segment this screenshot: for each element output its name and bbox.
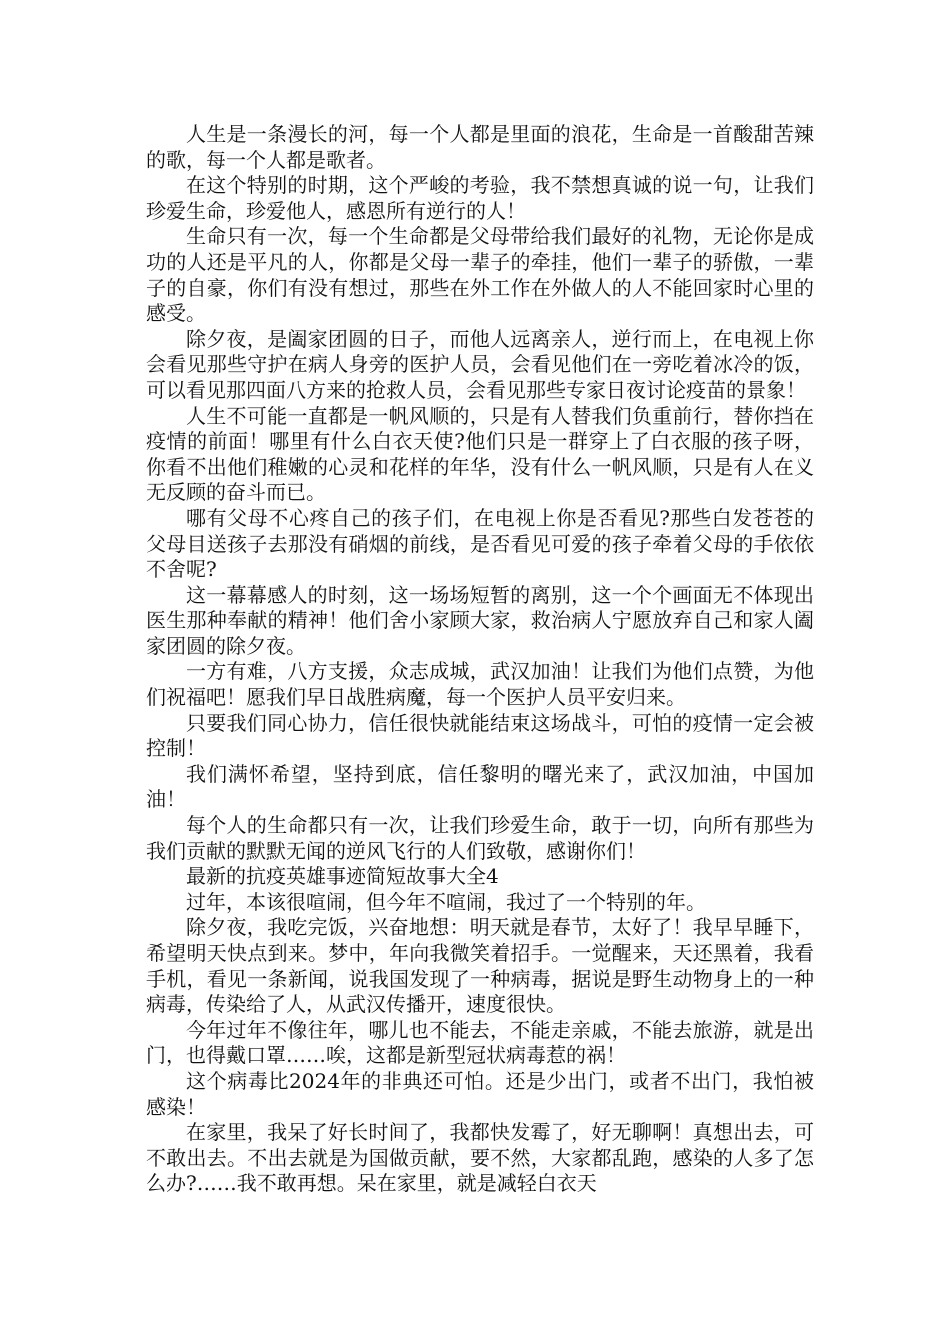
paragraph-7: 这一幕幕感人的时刻，这一场场短暂的离别，这一个个画面无不体现出医生那种奉献的精神！他们舍小家顾大家，救治病人宁愿放弃自己和家人阖家团圆的除夕夜。 [146, 582, 814, 658]
paragraph-15: 今年过年不像往年，哪儿也不能去，不能走亲戚，不能去旅游，就是出门，也得戴口罩……唉，这都是新型冠状病毒惹的祸！ [146, 1017, 814, 1068]
paragraph-2: 在这个特别的时期，这个严峻的考验，我不禁想真诚的说一句，让我们珍爱生命，珍爱他人，感恩所有逆行的人！ [146, 173, 814, 223]
paragraph-10: 我们满怀希望，坚持到底，信任黎明的曙光来了，武汉加油，中国加油！ [146, 761, 814, 812]
paragraph-11: 每个人的生命都只有一次，让我们珍爱生命，敢于一切，向所有那些为我们贡献的默默无闻的逆风飞行的人们致敬，感谢你们！ [146, 813, 814, 863]
paragraph-5: 人生不可能一直都是一帆风顺的，只是有人替我们负重前行，替你挡在疫情的前面！哪里有什么白衣天使?他们只是一群穿上了白衣服的孩子呀，你看不出他们稚嫩的心灵和花样的年华，没有什么一帆风顺，只是有人在义无反顾的奋斗而已。 [146, 403, 814, 505]
paragraph-6: 哪有父母不心疼自己的孩子们，在电视上你是否看见?那些白发苍苍的父母目送孩子去那没有硝烟的前线，是否看见可爱的孩子牵着父母的手依依不舍呢? [146, 505, 814, 582]
paragraph-17: 在家里，我呆了好长时间了，我都快发霉了，好无聊啊！真想出去，可不敢出去。不出去就是为国做贡献，要不然，大家都乱跑，感染的人多了怎么办?……我不敢再想。呆在家里，就是减轻白衣天 [146, 1120, 814, 1196]
section-heading: 最新的抗疫英雄事迹简短故事大全4 [186, 864, 499, 889]
paragraph-3: 生命只有一次，每一个生命都是父母带给我们最好的礼物，无论你是成功的人还是平凡的人，你都是父母一辈子的牵挂，他们一辈子的骄傲，一辈子的自豪，你们有没有想过，那些在外工作在外做人的人不能回家时心里的感受。 [146, 224, 814, 326]
paragraph-1: 人生是一条漫长的河，每一个人都是里面的浪花，生命是一首酸甜苦辣的歌，每一个人都是歌者。 [146, 122, 814, 172]
paragraph-13: 过年，本该很喧闹，但今年不喧闹，我过了一个特别的年。 [186, 889, 706, 914]
paragraph-14: 除夕夜，我吃完饭，兴奋地想：明天就是春节，太好了！我早早睡下，希望明天快点到来。梦中，年向我微笑着招手。一觉醒来，天还黑着，我看手机，看见一条新闻，说我国发现了一种病毒，据说是野生动物身上的一种病毒，传染给了人，从武汉传播开，速度很快。 [146, 915, 814, 1017]
paragraph-16: 这个病毒比2024年的非典还可怕。还是少出门，或者不出门，我怕被感染！ [146, 1068, 814, 1119]
paragraph-4: 除夕夜，是阖家团圆的日子，而他人远离亲人，逆行而上，在电视上你会看见那些守护在病人身旁的医护人员，会看见他们在一旁吃着冰冷的饭，可以看见那四面八方来的抢救人员，会看见那些专家日夜讨论疫苗的景象！ [146, 326, 814, 402]
document-body [146, 122, 814, 1197]
paragraph-8: 一方有难，八方支援，众志成城，武汉加油！让我们为他们点赞，为他们祝福吧！愿我们早日战胜病魔，每一个医护人员平安归来。 [146, 659, 814, 710]
paragraph-9: 只要我们同心协力，信任很快就能结束这场战斗，可怕的疫情一定会被控制！ [146, 710, 814, 761]
